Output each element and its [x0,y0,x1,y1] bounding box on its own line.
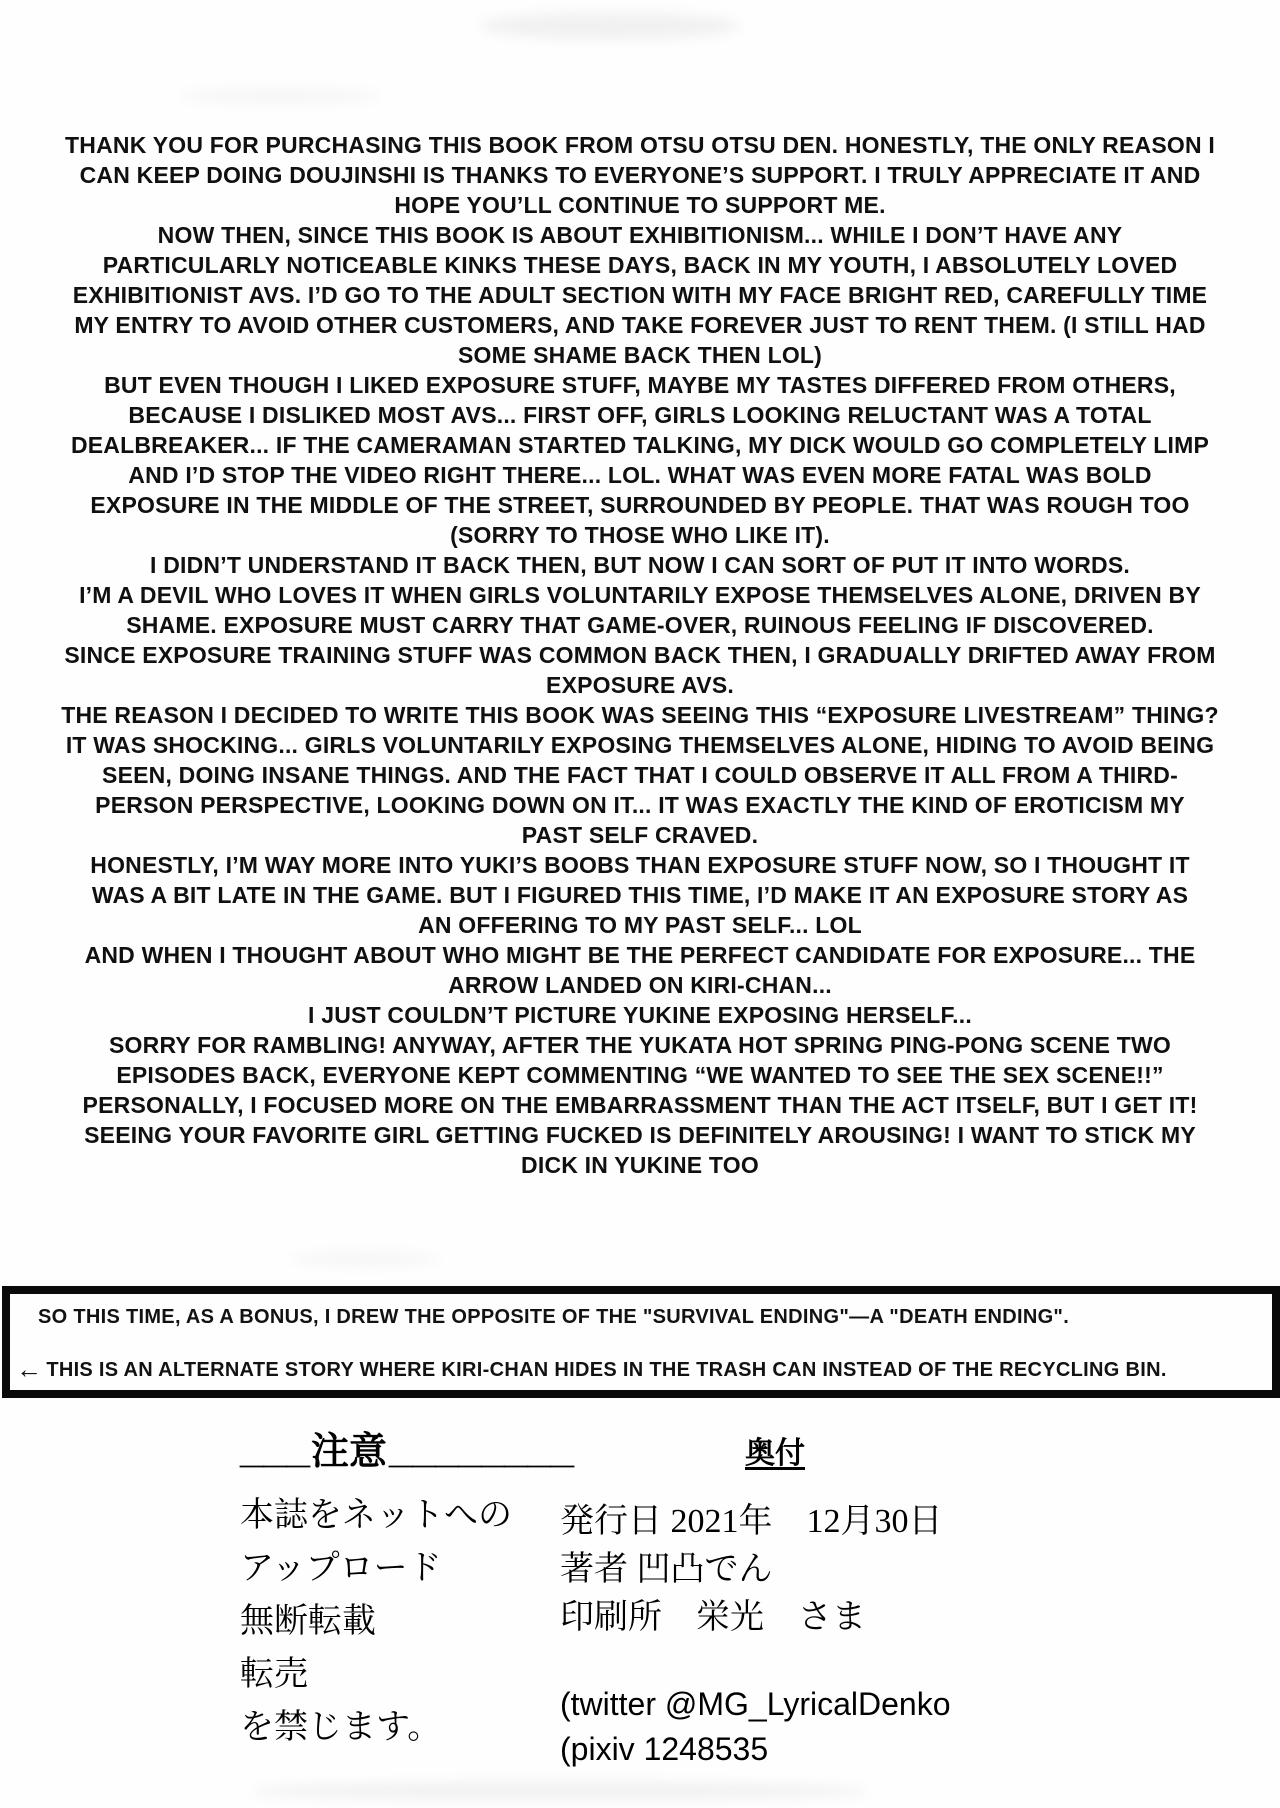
notice-lines [240,1489,573,1754]
notice-line: 無断転載 [240,1603,376,1640]
afterword-line: HONESTLY, I’M WAY MORE INTO YUKI’S BOOBS THAN EXPOSURE STUFF NOW, SO I THOUGHT IT [90,852,1190,878]
afterword-line: AND WHEN I THOUGHT ABOUT WHO MIGHT BE THE PERFECT CANDIDATE FOR EXPOSURE... THE [84,942,1196,968]
afterword-line: SHAME. EXPOSURE MUST CARRY THAT GAME-OVER, RUINOUS FEELING IF DISCOVERED. [126,612,1154,638]
afterword-line: I DIDN’T UNDERSTAND IT BACK THEN, BUT NOW I CAN SORT OF PUT IT INTO WORDS. [150,552,1130,578]
afterword-line: EXHIBITIONIST AVS. I’D GO TO THE ADULT SECTION WITH MY FACE BRIGHT RED, CAREFULLY TIME [72,282,1208,308]
colophon-entry: 印刷所 栄光 さま [560,1599,866,1636]
scan-artifact [290,1252,440,1266]
scan-artifact [480,12,740,40]
scan-artifact [180,88,380,104]
afterword-line: WAS A BIT LATE IN THE GAME. BUT I FIGURED THIS TIME, I’D MAKE IT AN EXPOSURE STORY AS [91,882,1189,908]
colophon-contact: (pixiv 1248535 [560,1731,769,1767]
afterword-line: SEEING YOUR FAVORITE GIRL GETTING FUCKED IS DEFINITELY AROUSING! I WANT TO STICK MY [84,1122,1196,1148]
colophon-contacts [560,1682,951,1772]
afterword-line: SORRY FOR RAMBLING! ANYWAY, AFTER THE YUKATA HOT SPRING PING-PONG SCENE TWO [109,1032,1171,1058]
afterword-line: SOME SHAME BACK THEN LOL) [457,342,823,368]
afterword-line: SEEN, DOING INSANE THINGS. AND THE FACT THAT I COULD OBSERVE IT ALL FROM A THIRD- [102,762,1178,788]
afterword-line: AN OFFERING TO MY PAST SELF... LOL [418,912,862,938]
afterword-line: BUT EVEN THOUGH I LIKED EXPOSURE STUFF, MAYBE MY TASTES DIFFERED FROM OTHERS, [104,372,1176,398]
afterword-line: IT WAS SHOCKING... GIRLS VOLUNTARILY EXPOSING THEMSELVES ALONE, HIDING TO AVOID BEING [65,732,1215,758]
afterword-line: PAST SELF CRAVED. [521,822,759,848]
afterword-line: SINCE EXPOSURE TRAINING STUFF WAS COMMON BACK THEN, I GRADUALLY DRIFTED AWAY FROM [64,642,1216,668]
bonus-note-line-1: SO THIS TIME, AS A BONUS, I DREW THE OPPOSITE OF THE "SURVIVAL ENDING"—A "DEATH ENDING". [38,1306,1070,1328]
notice-line: 本誌をネットへの [240,1497,512,1534]
notice-underline-right: ＿＿＿＿＿＿＿＿ [389,1444,574,1470]
afterword-line: THE REASON I DECIDED TO WRITE THIS BOOK WAS SEEING THIS “EXPOSURE LIVESTREAM” THING? [61,702,1219,728]
afterword-line: PERSON PERSPECTIVE, LOOKING DOWN ON IT... IT WAS EXACTLY THE KIND OF EROTICISM MY [95,792,1185,818]
afterword-line: NOW THEN, SINCE THIS BOOK IS ABOUT EXHIBITIONISM... WHILE I DON’T HAVE ANY [157,222,1123,248]
colophon-block [560,1428,951,1772]
notice-heading [240,1420,573,1475]
colophon-entry: 発行日 2021年 12月30日 [560,1503,943,1540]
notice-block [240,1420,573,1754]
bonus-note-box [2,1286,1280,1398]
afterword-line: ARROW LANDED ON KIRI-CHAN... [448,972,832,998]
left-arrow-icon: ← [16,1354,43,1384]
scan-artifact [250,1782,870,1800]
afterword-line: CAN KEEP DOING DOUJINSHI IS THANKS TO EVERYONE’S SUPPORT. I TRULY APPRECIATE IT AND [79,162,1201,188]
afterword-line: BECAUSE I DISLIKED MOST AVS... FIRST OFF, GIRLS LOOKING RELUCTANT WAS A TOTAL [128,402,1152,428]
colophon-contact: (twitter @MG_LyricalDenko [560,1686,951,1722]
afterword-line: (SORRY TO THOSE WHO LIKE IT). [450,522,830,548]
bonus-note-line-2 [16,1354,1272,1384]
notice-underline-left: ＿＿＿ [240,1444,309,1470]
colophon-title: 奥付 [745,1437,805,1470]
afterword-line: DEALBREAKER... IF THE CAMERAMAN STARTED TALKING, MY DICK WOULD GO COMPLETELY LIMP [70,432,1210,458]
afterword-line: AND I’D STOP THE VIDEO RIGHT THERE... LOL. WHAT WAS EVEN MORE FATAL WAS BOLD [128,462,1152,488]
afterword-line: EXPOSURE IN THE MIDDLE OF THE STREET, SURROUNDED BY PEOPLE. THAT WAS ROUGH TOO [90,492,1190,518]
notice-line: アップロード [240,1550,442,1587]
afterword-line: HOPE YOU’LL CONTINUE TO SUPPORT ME. [394,192,886,218]
afterword-line: I JUST COULDN’T PICTURE YUKINE EXPOSING HERSELF... [308,1002,972,1028]
bonus-note-line-2-text: THIS IS AN ALTERNATE STORY WHERE KIRI-CHAN HIDES IN THE TRASH CAN INSTEAD OF THE RECYCLING BIN. [46,1359,1167,1381]
afterword-line: THANK YOU FOR PURCHASING THIS BOOK FROM OTSU OTSU DEN. HONESTLY, THE ONLY REASON I [65,132,1215,158]
afterword-line: PERSONALLY, I FOCUSED MORE ON THE EMBARRASSMENT THAN THE ACT ITSELF, BUT I GET IT! [82,1092,1198,1118]
afterword-line: DICK IN YUKINE TOO [521,1152,759,1178]
afterword-line: EXPOSURE AVS. [546,672,734,698]
afterword-line: MY ENTRY TO AVOID OTHER CUSTOMERS, AND TAKE FOREVER JUST TO RENT THEM. (I STILL HAD [74,312,1206,338]
notice-title: 注意 [311,1431,388,1473]
afterword-line: EPISODES BACK, EVERYONE KEPT COMMENTING “WE WANTED TO SEE THE SEX SCENE!!” [116,1062,1164,1088]
notice-line: を禁じます。 [240,1709,442,1746]
colophon-entry: 著者 凹凸でん [560,1551,773,1588]
notice-line: 転売 [240,1656,308,1693]
afterword-line: PARTICULARLY NOTICEABLE KINKS THESE DAYS, BACK IN MY YOUTH, I ABSOLUTELY LOVED [102,252,1178,278]
afterword-line: I’M A DEVIL WHO LOVES IT WHEN GIRLS VOLUNTARILY EXPOSE THEMSELVES ALONE, DRIVEN BY [79,582,1201,608]
colophon-entries [560,1498,951,1642]
afterword-text [0,130,1280,1180]
